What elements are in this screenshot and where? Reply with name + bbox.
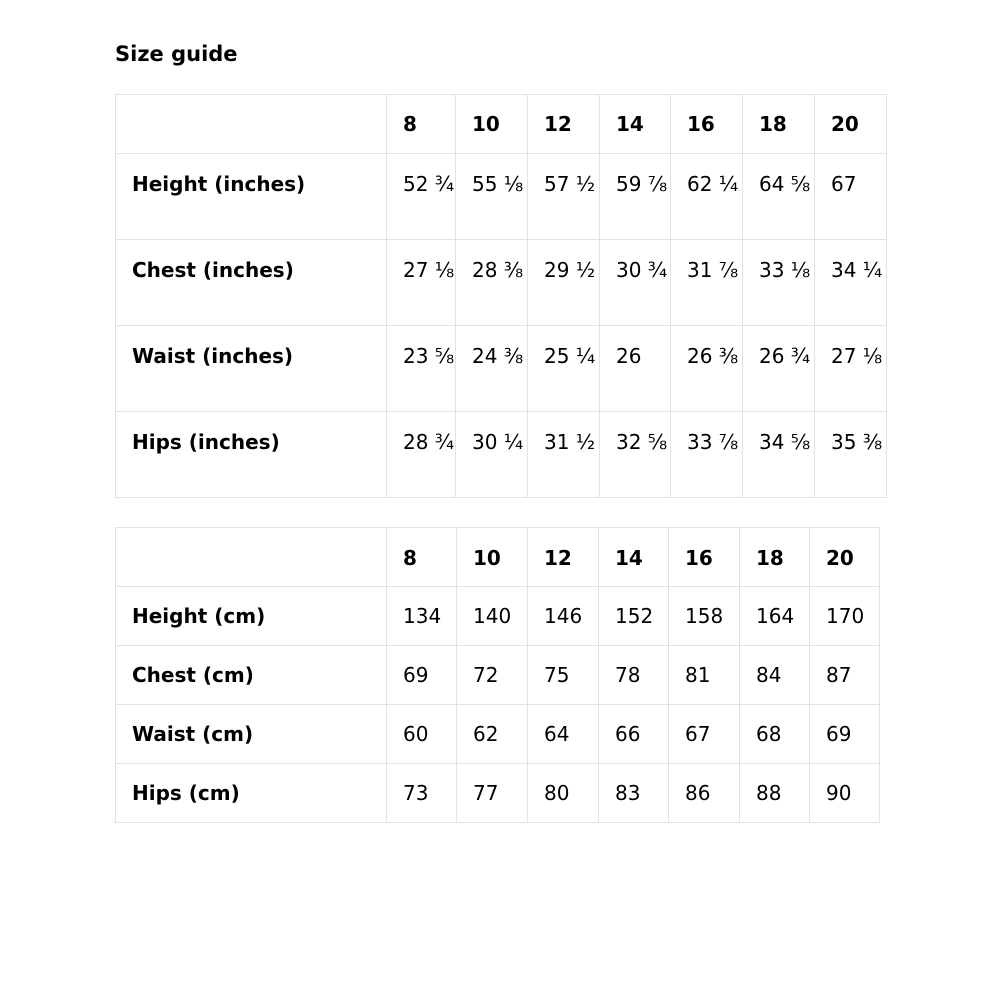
measurement-cell: 86 [669, 764, 740, 823]
measurement-cell: 75 [528, 646, 599, 705]
measurement-cell: 72 [457, 646, 528, 705]
measurement-cell: 77 [457, 764, 528, 823]
measurement-cell: 164 [740, 587, 810, 646]
measurement-cell: 29 ½ [528, 240, 600, 326]
table-row [116, 154, 887, 240]
measurement-cell: 27 ⅛ [815, 326, 887, 412]
measurement-cell: 68 [740, 705, 810, 764]
size-table-cm-body [116, 528, 880, 823]
measurement-cell: 32 ⅝ [600, 412, 671, 498]
measurement-cell: 62 [457, 705, 528, 764]
measurement-cell: 84 [740, 646, 810, 705]
size-header-cell: 14 [600, 95, 671, 154]
measurement-cell: 26 ¾ [743, 326, 815, 412]
table-row [116, 764, 880, 823]
size-header-cell: 14 [599, 528, 669, 587]
measurement-cell: 134 [387, 587, 457, 646]
measurement-cell: 69 [810, 705, 880, 764]
table-row [116, 587, 880, 646]
measurement-cell: 25 ¼ [528, 326, 600, 412]
size-header-cell: 20 [815, 95, 887, 154]
size-table-cm [115, 527, 880, 823]
table-header-row [116, 528, 880, 587]
size-header-cell: 12 [528, 528, 599, 587]
header-corner-cell [116, 528, 387, 587]
measurement-cell: 67 [669, 705, 740, 764]
measurement-cell: 35 ⅜ [815, 412, 887, 498]
size-header-cell: 10 [457, 528, 528, 587]
measurement-cell: 80 [528, 764, 599, 823]
row-label-cell: Chest (inches) [116, 240, 387, 326]
measurement-cell: 83 [599, 764, 669, 823]
table-row [116, 240, 887, 326]
measurement-cell: 28 ¾ [387, 412, 456, 498]
measurement-cell: 62 ¼ [671, 154, 743, 240]
measurement-cell: 26 ⅜ [671, 326, 743, 412]
measurement-cell: 67 [815, 154, 887, 240]
measurement-cell: 26 [600, 326, 671, 412]
measurement-cell: 146 [528, 587, 599, 646]
measurement-cell: 55 ⅛ [456, 154, 528, 240]
size-header-cell: 12 [528, 95, 600, 154]
size-header-cell: 8 [387, 528, 457, 587]
measurement-cell: 140 [457, 587, 528, 646]
measurement-cell: 33 ⅞ [671, 412, 743, 498]
measurement-cell: 87 [810, 646, 880, 705]
measurement-cell: 33 ⅛ [743, 240, 815, 326]
measurement-cell: 31 ½ [528, 412, 600, 498]
table-row [116, 646, 880, 705]
measurement-cell: 88 [740, 764, 810, 823]
measurement-cell: 30 ¼ [456, 412, 528, 498]
measurement-cell: 152 [599, 587, 669, 646]
size-header-cell: 18 [740, 528, 810, 587]
row-label-cell: Height (inches) [116, 154, 387, 240]
size-header-cell: 10 [456, 95, 528, 154]
page-title: Size guide [115, 42, 238, 66]
size-header-cell: 20 [810, 528, 880, 587]
table-header-row [116, 95, 887, 154]
measurement-cell: 60 [387, 705, 457, 764]
table-row [116, 412, 887, 498]
row-label-cell: Hips (cm) [116, 764, 387, 823]
measurement-cell: 34 ¼ [815, 240, 887, 326]
measurement-cell: 64 [528, 705, 599, 764]
measurement-cell: 73 [387, 764, 457, 823]
row-label-cell: Hips (inches) [116, 412, 387, 498]
measurement-cell: 81 [669, 646, 740, 705]
measurement-cell: 34 ⅝ [743, 412, 815, 498]
measurement-cell: 57 ½ [528, 154, 600, 240]
measurement-cell: 28 ⅜ [456, 240, 528, 326]
size-header-cell: 16 [669, 528, 740, 587]
size-header-cell: 8 [387, 95, 456, 154]
measurement-cell: 64 ⅝ [743, 154, 815, 240]
measurement-cell: 24 ⅜ [456, 326, 528, 412]
size-header-cell: 16 [671, 95, 743, 154]
measurement-cell: 31 ⅞ [671, 240, 743, 326]
measurement-cell: 78 [599, 646, 669, 705]
row-label-cell: Waist (cm) [116, 705, 387, 764]
table-row [116, 705, 880, 764]
measurement-cell: 59 ⅞ [600, 154, 671, 240]
table-row [116, 326, 887, 412]
measurement-cell: 90 [810, 764, 880, 823]
size-table-inches [115, 94, 887, 498]
header-corner-cell [116, 95, 387, 154]
row-label-cell: Chest (cm) [116, 646, 387, 705]
measurement-cell: 30 ¾ [600, 240, 671, 326]
measurement-cell: 52 ¾ [387, 154, 456, 240]
measurement-cell: 23 ⅝ [387, 326, 456, 412]
measurement-cell: 170 [810, 587, 880, 646]
size-header-cell: 18 [743, 95, 815, 154]
measurement-cell: 158 [669, 587, 740, 646]
measurement-cell: 66 [599, 705, 669, 764]
row-label-cell: Height (cm) [116, 587, 387, 646]
measurement-cell: 27 ⅛ [387, 240, 456, 326]
size-table-inches-body [116, 95, 887, 498]
measurement-cell: 69 [387, 646, 457, 705]
row-label-cell: Waist (inches) [116, 326, 387, 412]
